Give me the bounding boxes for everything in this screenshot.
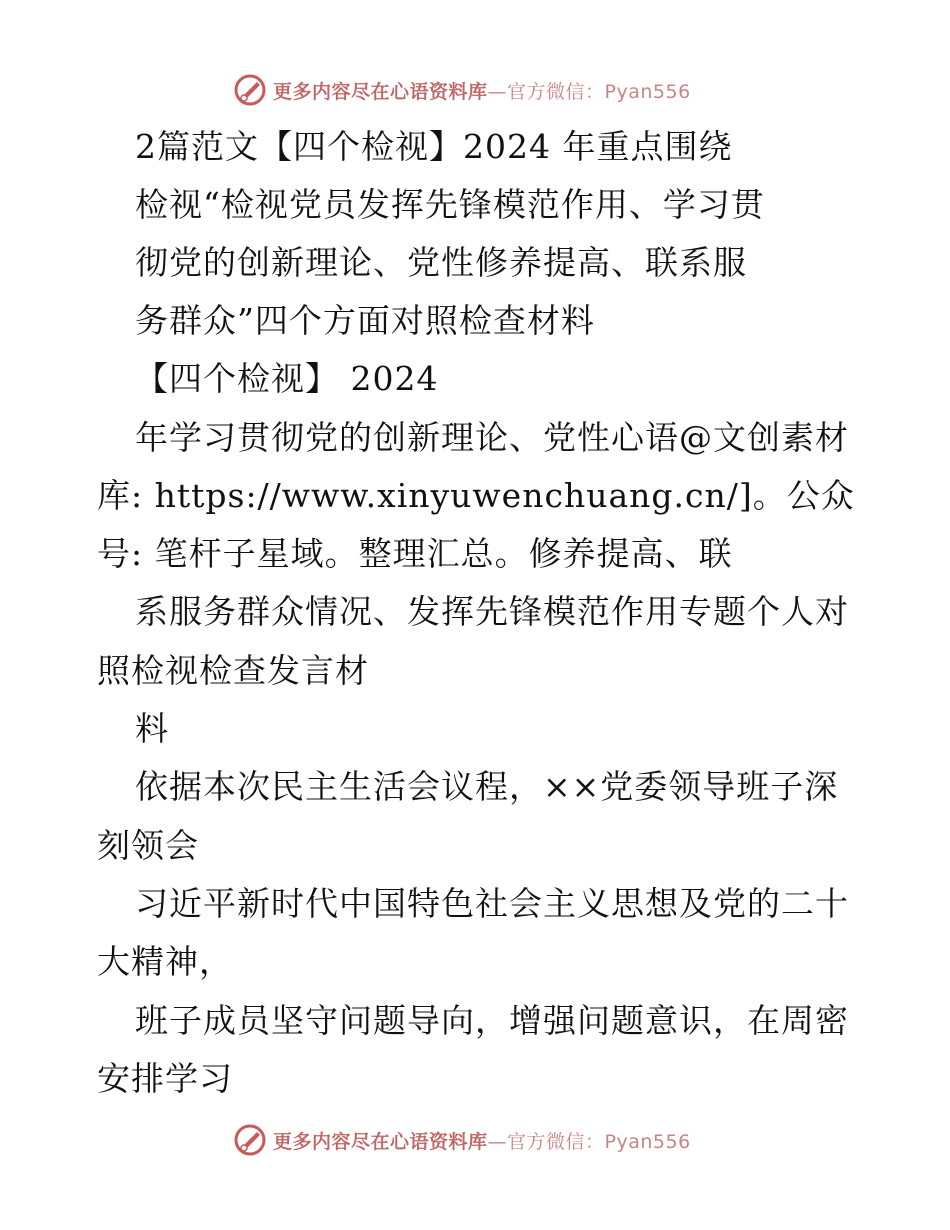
watermark-banner-bottom	[233, 1122, 691, 1158]
paragraph-line: 库: https://www.xinyuwenchuang.cn/]。公众	[97, 476, 855, 515]
title-line-3: 彻党的创新理论、党性修养提高、联系服	[135, 243, 747, 282]
watermark-text	[273, 77, 691, 104]
paragraph-line: 号: 笔杆子星域。整理汇总。修养提高、联	[97, 534, 733, 573]
paragraph-line: 班子成员坚守问题导向，增强问题意识，在周密	[135, 1001, 849, 1040]
paragraph-line: 年学习贯彻党的创新理论、党性心语@文创素材	[135, 418, 849, 457]
watermark-title: 更多内容尽在心语资料库	[273, 1130, 488, 1153]
title-line-1: 2篇范文【四个检视】2024 年重点围绕	[135, 127, 733, 166]
title-line-4: 务群众”四个方面对照检查材料	[135, 301, 595, 340]
subtitle-line: 【四个检视】 2024	[135, 359, 439, 398]
paragraph-line: 安排学习	[97, 1059, 233, 1098]
logo-icon	[233, 73, 267, 107]
paragraph-line: 料	[135, 709, 169, 748]
logo-icon	[233, 1123, 267, 1157]
watermark-text	[273, 1127, 691, 1154]
paragraph-line: 大精神，	[97, 942, 233, 981]
paragraph-line: 依据本次民主生活会议程，××党委领导班子深	[135, 767, 839, 806]
paragraph-line: 刻领会	[97, 826, 199, 865]
paragraph-line: 系服务群众情况、发挥先锋模范作用专题个人对	[135, 592, 849, 631]
watermark-label: —官方微信：	[487, 1130, 605, 1153]
title-line-2: 检视“检视党员发挥先锋模范作用、学习贯	[135, 185, 765, 224]
paragraph-line: 习近平新时代中国特色社会主义思想及党的二十	[135, 884, 849, 923]
watermark-wechat-id: Pyan556	[604, 1130, 691, 1153]
watermark-wechat-id: Pyan556	[604, 80, 691, 103]
paragraph-line: 照检视检查发言材	[97, 651, 369, 690]
watermark-label: —官方微信：	[487, 80, 605, 103]
watermark-title: 更多内容尽在心语资料库	[273, 80, 488, 103]
watermark-banner-top	[233, 72, 691, 108]
